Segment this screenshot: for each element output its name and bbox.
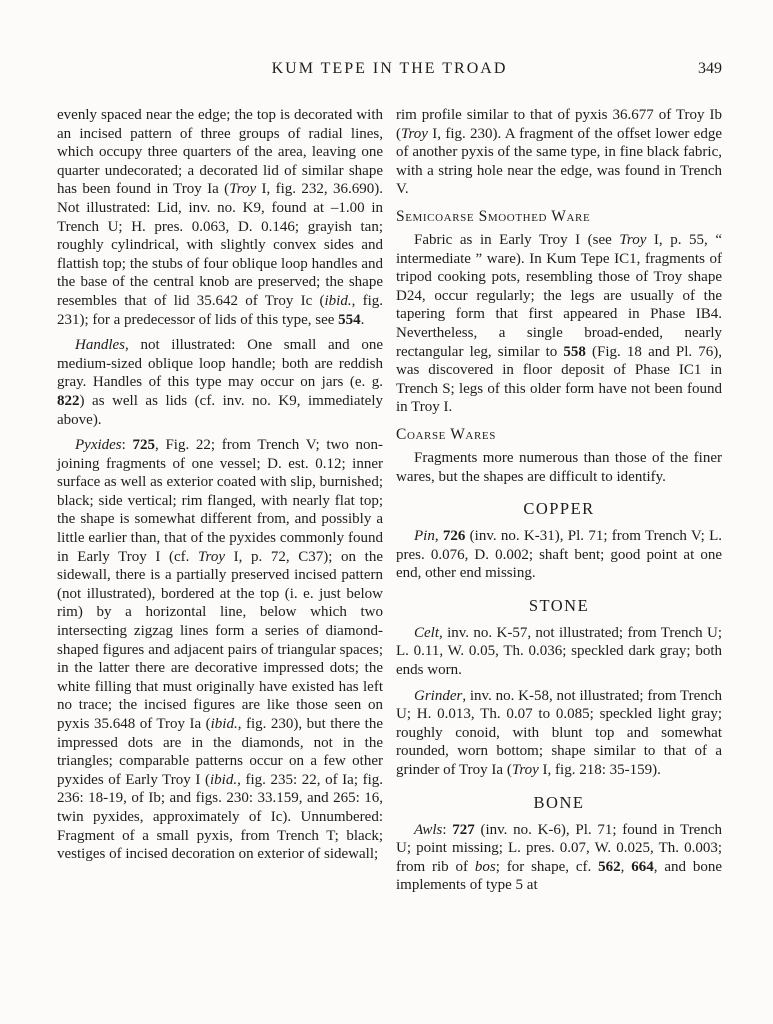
text-segment: Troy [401,125,428,142]
text-segment: I, fig. 232, 36.690). Not illustrated: Lid, inv. no. K9, found at –1.00 in Trench U; H. pres. 0.063, D. 0.146; grayish tan; roughly cylindrical, with slightly convex sides and flattish top; the stubs of four oblique loop handles and the base of the central knob are preserved; the shape resembles that of lid 35.642 of Troy Ic ( [57,181,384,309]
text-segment: I, fig. 230). A fragment of the offset lower edge of another pyxis of the same type, in fine black fabric, with a string hole near the edge, was found in Trench V. [396,125,722,198]
text-segment: 562 [598,858,621,875]
text-segment: , fig. 235: 22, of Ia; fig. 236: 18-19, of Ib; and figs. 230: 33.159, and 265: 16, twin pyxides, approximately of Ic). Unnumbered: Fragment of a small pyxis, from Trench T; black; vestiges of incised decoration on exterior of sidewall; [57,771,383,863]
paragraph [396,106,722,199]
text-segment: (inv. no. K-6), Pl. 71; found in Trench U; point missing; L. pres. 0.07, W. 0.025, Th. 0.003; from rib of [396,821,722,875]
text-segment: , inv. no. K-57, not illustrated; from Trench U; L. 0.11, W. 0.05, Th. 0.036; speckled dark gray; both ends worn. [396,624,722,679]
paragraph [57,106,383,329]
text-segment: Grinder [414,687,463,704]
text-segment: , Fig. 22; from Trench V; two non-joining fragments of one vessel; D. est. 0.12; inner surface as well as exterior coated with slip, burnished; black; side vertical; rim flanged, with nearly flat top; the shape is somewhat different from, and possibly a little earlier than, that of the pyxides commonly found in Early Troy I (cf. [57,437,384,565]
text-segment: I, p. 55, “ intermediate ” ware). In Kum Tepe IC1, fragments of tripod cooking pots, resembling those of Troy shape D24, occur regularly; the legs are usually of the tapering form that first appeared in Phase IB4. Nevertheless, a single broad-ended, nearly rectangular leg, similar to [396,231,723,360]
text-segment: Handles [75,337,125,354]
text-segment: , and bone implements of type 5 at [396,858,722,894]
text-segment: rim profile similar to that of pyxis 36.677 of Troy Ib ( [396,107,722,142]
text-segment: 554 [338,311,361,328]
text-segment: Troy [619,231,647,248]
paragraph [57,336,383,429]
paragraph [396,624,722,680]
text-segment: 726 [442,528,466,545]
text-segment: bos [474,858,496,875]
text-segment: ibid. [210,771,238,788]
text-segment: Fabric as in Early Troy I (see [414,231,620,248]
paragraph [396,687,722,780]
text-segment: : [442,821,453,838]
material-heading: BONE [533,792,585,812]
text-segment: Troy [229,181,257,198]
text-segment: ibid. [210,716,238,732]
text-segment: . [360,311,365,328]
paragraph [396,821,722,895]
text-segment: 725 [132,437,156,454]
text-segment: Pyxides [75,437,122,454]
text-segment: 664 [631,858,654,875]
ware-heading: Semicoarse Smoothed Ware [396,207,591,225]
text-segment: ; for shape, cf. [495,858,599,875]
text-segment: Troy [198,548,225,565]
text-segment: Awls [414,821,443,838]
text-segment: Pin [414,528,435,545]
text-segment: I, fig. 218: 35-159). [538,762,661,779]
material-heading: COPPER [523,499,595,519]
page-header [57,60,722,82]
text-segment: Celt [414,624,439,641]
paragraph [396,449,722,486]
text-segment: 558 [563,343,586,360]
text-segment: , [620,858,632,875]
text-segment: , inv. no. K-58, not illustrated; from Trench U; H. 0.013, Th. 0.07 to 0.085; speckled light gray; roughly conoid, with blunt top and somewhat rounded, worn bottom; shape similar to that of a grinder of Troy Ia ( [396,687,722,779]
text-segment: I, p. 72, C37); on the sidewall, there is a partially preserved incised pattern (not illustrated), bordered at the top (i. e. just below rim) by a horizontal line, below which two intersecting zigzag lines form a series of diamond-shaped figures and adjacent pairs of triangular spaces; in the latter there are decorative impressed dots; the white filling that must originally have existed has left no trace; the incised figures are like those seen on pyxis 35.648 of Troy Ia ( [57,548,383,732]
left-column [57,106,383,902]
text-segment: Troy [511,762,539,779]
right-column [396,106,722,902]
text-segment: , not illustrated: One small and one medium-sized oblique loop handle; both are reddish gray. Handles of this type may occur on jars (e. g. [57,337,383,391]
page-number: 349 [698,60,722,77]
text-segment: ibid. [324,292,352,309]
text-segment: , [434,528,443,545]
text-segment: 727 [452,821,475,838]
ware-heading: Coarse Wares [396,425,496,443]
text-segment: 822 [57,392,80,409]
text-segment: Fragments more numerous than those of the finer wares, but the shapes are difficult to identify. [396,449,722,485]
text-segment: ) as well as lids (cf. inv. no. K9, immediately above). [57,392,383,428]
paragraph [396,231,722,417]
paragraph [57,436,383,864]
text-segment: , fig. 231); for a predecessor of lids of this type, see [57,292,383,328]
text-segment: (inv. no. K-31), Pl. 71; from Trench V; L. pres. 0.076, D. 0.002; shaft bent; good point at one end, other end missing. [396,528,722,582]
text-segment: , fig. 230), but there the impressed dots are in the diamonds, not in the triangles; comparable patterns occur on a few other pyxides of Early Troy I ( [57,716,383,788]
paragraph [396,527,722,583]
text-segment: evenly spaced near the edge; the top is decorated with an incised pattern of three groups of radial lines, which occupy three quarters of the area, leaving one quarter undecorated; a decorated lid of similar shape has been found in Troy Ia ( [57,107,383,198]
text-segment: (Fig. 18 and Pl. 76), was discovered in floor deposit of Phase IC1 in Trench S; legs of this older form have not been found in Troy I. [396,343,723,416]
material-heading: STONE [528,595,590,615]
text-columns [57,106,722,902]
running-title: KUM TEPE IN THE TROAD [271,60,508,77]
text-segment: : [121,437,133,454]
